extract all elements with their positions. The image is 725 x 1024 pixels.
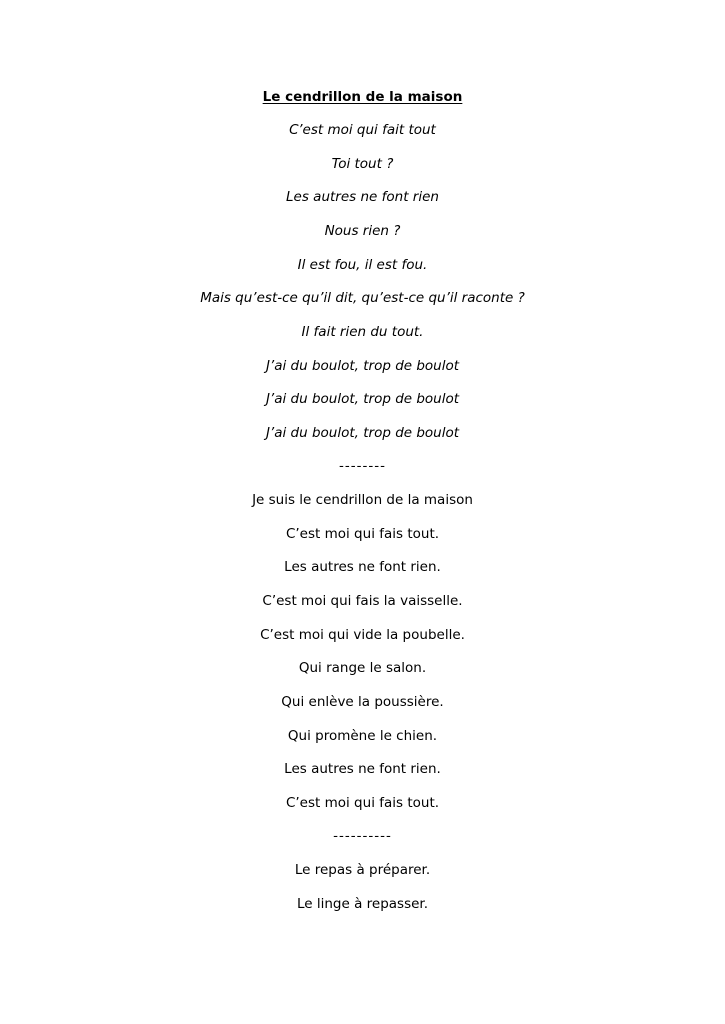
verse-line: Toi tout ? [331,156,394,172]
verse-line: Le linge à repasser. [296,896,429,912]
section-separator: ---------- [333,828,392,844]
verse-line: C’est moi qui fais tout. [285,795,440,811]
document-title: Le cendrillon de la maison [262,89,463,105]
verse-line: Qui range le salon. [298,660,427,676]
verse-line: Le repas à préparer. [294,862,431,878]
verse-line: Qui enlève la poussière. [281,694,444,710]
verse-line: C’est moi qui fait tout [289,122,436,138]
verse-line: Les autres ne font rien. [284,761,441,777]
section-separator: -------- [339,458,386,474]
verse-line: Il fait rien du tout. [301,324,424,340]
verse-line: J’ai du boulot, trop de boulot [265,391,460,407]
verse-line: Nous rien ? [324,223,401,239]
verse-line: C’est moi qui vide la poubelle. [260,627,465,643]
verse-line: J’ai du boulot, trop de boulot [265,425,460,441]
verse-line: Qui promène le chien. [287,728,438,744]
verse-line: Je suis le cendrillon de la maison [252,492,473,508]
verse-line: Mais qu’est-ce qu’il dit, qu’est-ce qu’il raconte ? [200,290,525,306]
verse-line: Les autres ne font rien [286,189,439,205]
verse-line: J’ai du boulot, trop de boulot [265,358,460,374]
verse-line: C’est moi qui fais tout. [285,526,440,542]
verse-line: Il est fou, il est fou. [297,257,428,273]
verse-line: Les autres ne font rien. [284,559,441,575]
verse-line: C’est moi qui fais la vaisselle. [262,593,463,609]
